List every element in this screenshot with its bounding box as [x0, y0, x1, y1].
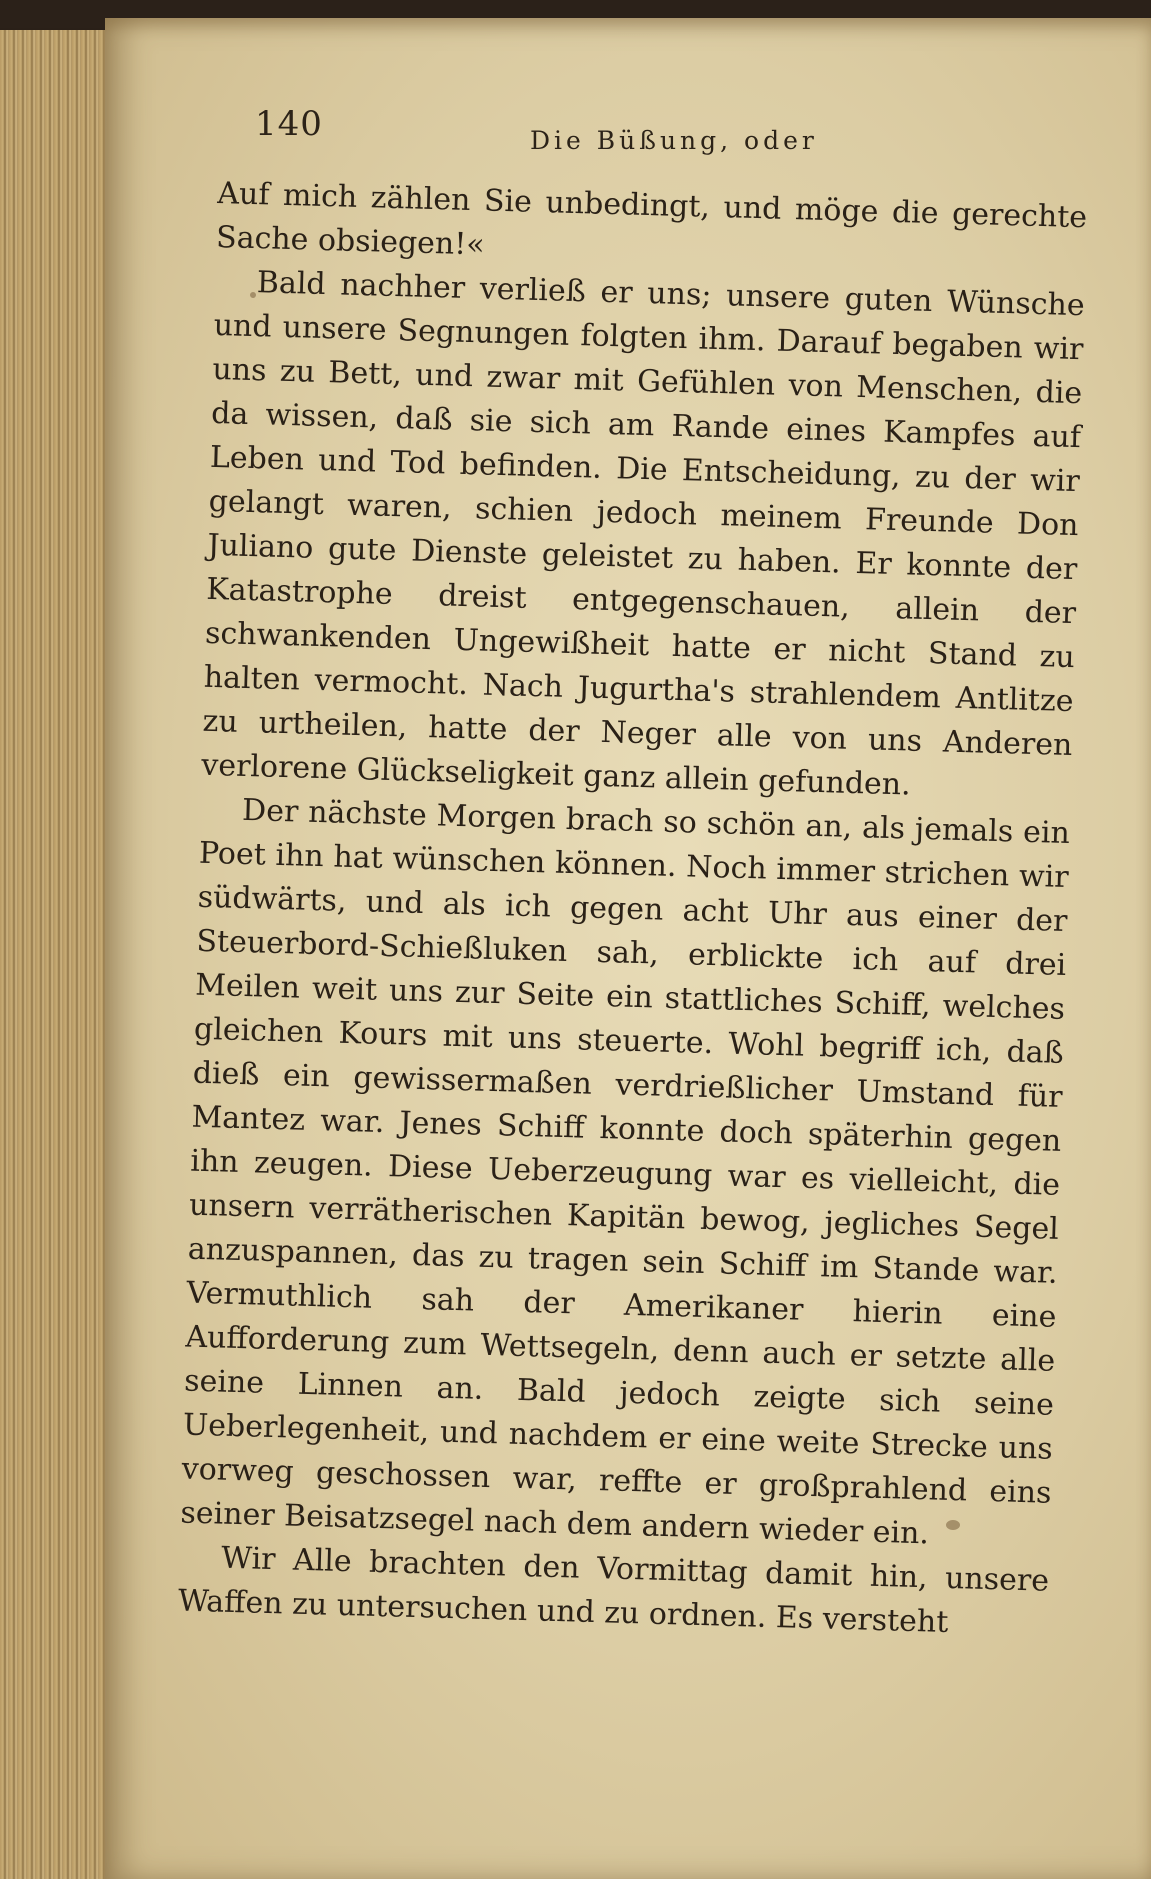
page-number: 140 — [255, 104, 323, 144]
paragraph-1: Auf mich zählen Sie unbedingt, und möge die gerechte Sache obsiegen!« — [215, 175, 1088, 263]
page-header — [255, 104, 855, 164]
paper-stain — [250, 292, 256, 298]
running-head: Die Büßung, oder — [530, 126, 818, 155]
paragraph-4: Wir Alle brachten den Vormittag damit hin, unsere Waffen zu untersuchen und zu ordnen. Es versteht — [177, 1540, 1050, 1640]
paragraph-3: Der nächste Morgen brach so schön an, als jemals ein Poet ihn hat wünschen können. Noch immer strichen wir südwärts, und als ich gegen acht Uhr aus einer der Steuerbord-Schießluken sah, erblickte ich auf drei Meilen weit uns zur Seite ein stattliches Schiff, welches gleichen Kours mit uns steuerte. Wohl begriff ich, daß dieß ein gewissermaßen verdrießlicher Umstand für Mantez war. Jenes Schiff konnte doch späterhin gegen ihn zeugen. Diese Ueberzeugung war es vielleicht, die unsern verrätherischen Kapitän bewog, jegliches Segel anzuspannen, das zu tragen sein Schiff im Stande war. Vermuthlich sah der Amerikaner hierin eine Aufforderung zum Wettsegeln, denn auch er setzte alle seine Linnen an. Bald jedoch zeigte sich seine Ueberlegenheit, und nachdem er eine weite Strecke uns vorweg geschossen war, reffte er großprahlend eins seiner Beisatzsegel nach dem andern wieder ein. — [180, 792, 1071, 1552]
book-page-edges — [0, 30, 117, 1879]
body-text — [177, 172, 1087, 1648]
paragraph-2: Bald nachher verließ er uns; unsere guten Wünsche und unsere Segnungen folgten ihm. Darauf begaben wir uns zu Bett, und zwar mit Gefühlen von Menschen, die da wissen, daß sie sich am Rande eines Kampfes auf Leben und Tod befinden. Die Entscheidung, zu der wir gelangt waren, schien jedoch meinem Freunde Don Juliano gute Dienste geleistet zu haben. Er konnte der Katastrophe dreist entgegenschauen, allein der schwankenden Ungewißheit hatte er nicht Stand zu halten vermocht. Nach Jugurtha's strahlendem Antlitze zu urtheilen, hatte der Neger alle von uns Anderen verlorene Glückseligkeit ganz allein gefunden. — [200, 265, 1086, 803]
paper-stain — [946, 1520, 960, 1530]
